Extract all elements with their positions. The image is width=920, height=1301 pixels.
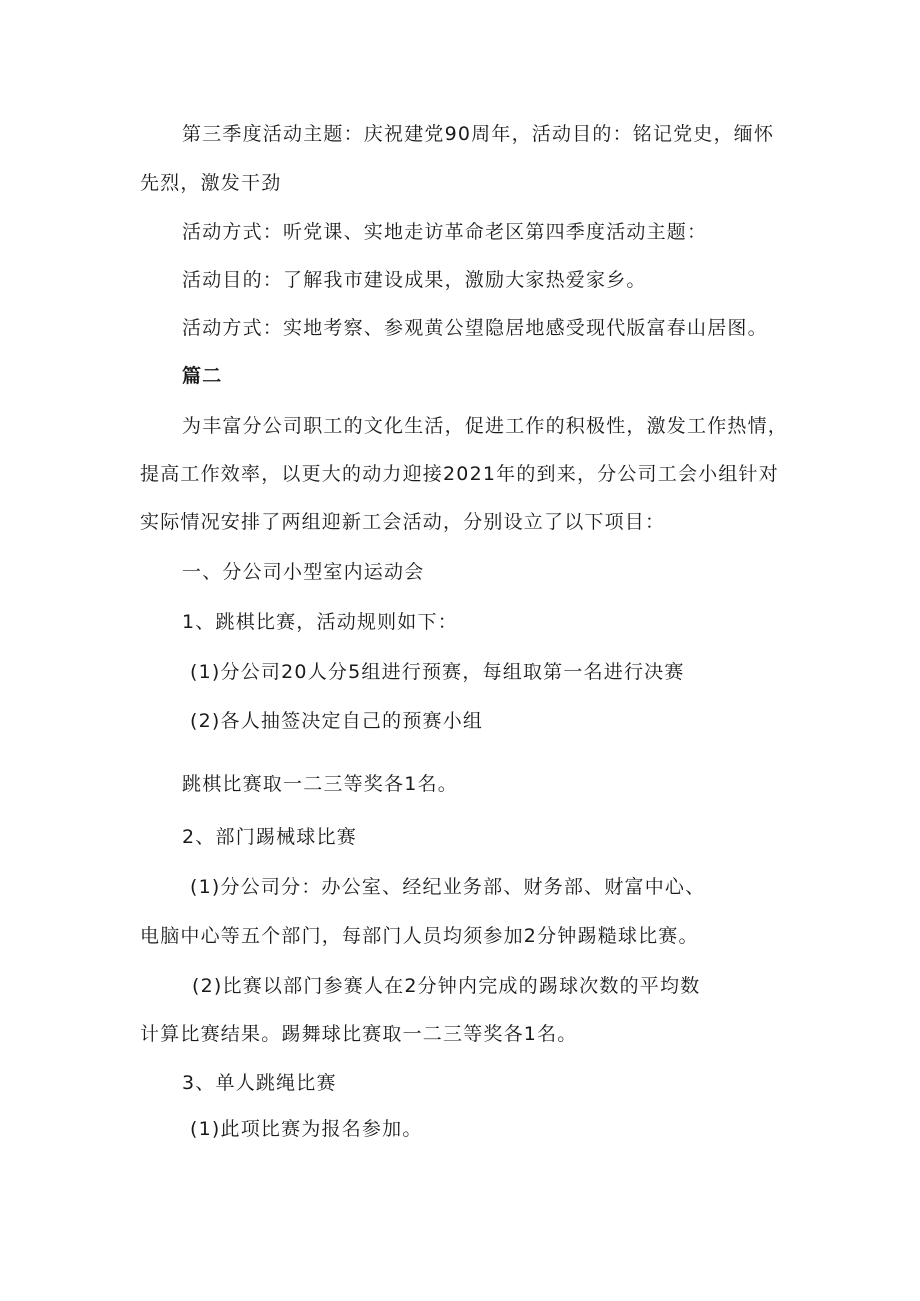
paragraph-q3-theme-line-2: 先烈，激发干劲 xyxy=(140,172,282,194)
paragraph-q3-theme-line-1: 第三季度活动主题：庆祝建党90周年，活动目的：铭记党史，缅怀 xyxy=(182,123,775,145)
item-checkers: 1、跳棋比赛，活动规则如下： xyxy=(182,611,458,633)
shuttlecock-rule-1-line-2: 电脑中心等五个部门，每部门人员均须参加2分钟踢糙球比赛。 xyxy=(140,925,699,947)
paragraph-q4-purpose: 活动目的：了解我市建设成果，激励大家热爱家乡。 xyxy=(182,269,647,291)
checkers-rule-2: (2)各人抽签决定自己的预赛小组 xyxy=(190,710,484,732)
jump-rope-rule-1: (1)此项比赛为报名参加。 xyxy=(190,1118,423,1140)
paragraph-intro-line-1: 为丰富分公司职工的文化生活，促进工作的积极性，激发工作热情， xyxy=(182,415,789,437)
paragraph-intro-line-3: 实际情况安排了两组迎新工会活动，分别设立了以下项目： xyxy=(140,511,666,533)
shuttlecock-rule-2-line-2: 计算比赛结果。踢舞球比赛取一二三等奖各1名。 xyxy=(140,1023,578,1045)
checkers-rule-1: (1)分公司20人分5组进行预赛，每组取第一名进行决赛 xyxy=(190,661,685,683)
paragraph-intro-line-2: 提高工作效率，以更大的动力迎接2021年的到来，分公司工会小组针对 xyxy=(140,463,779,485)
checkers-prize: 跳棋比赛取一二三等奖各1名。 xyxy=(182,773,458,795)
heading-indoor-games: 一、分公司小型室内运动会 xyxy=(182,561,425,583)
shuttlecock-rule-2-line-1: (2)比赛以部门参赛人在2分钟内完成的踢球次数的平均数 xyxy=(192,975,701,997)
paragraph-q3-method: 活动方式：听党课、实地走访革命老区第四季度活动主题： xyxy=(182,221,708,243)
paragraph-q4-method: 活动方式：实地考察、参观黄公望隐居地感受现代版富春山居图。 xyxy=(182,317,768,339)
section-heading: 篇二 xyxy=(182,365,223,387)
item-shuttlecock: 2、部门踢械球比赛 xyxy=(182,826,357,848)
shuttlecock-rule-1-line-1: (1)分公司分：办公室、经纪业务部、财务部、财富中心、 xyxy=(190,876,706,898)
item-jump-rope: 3、单人跳绳比赛 xyxy=(182,1072,337,1094)
